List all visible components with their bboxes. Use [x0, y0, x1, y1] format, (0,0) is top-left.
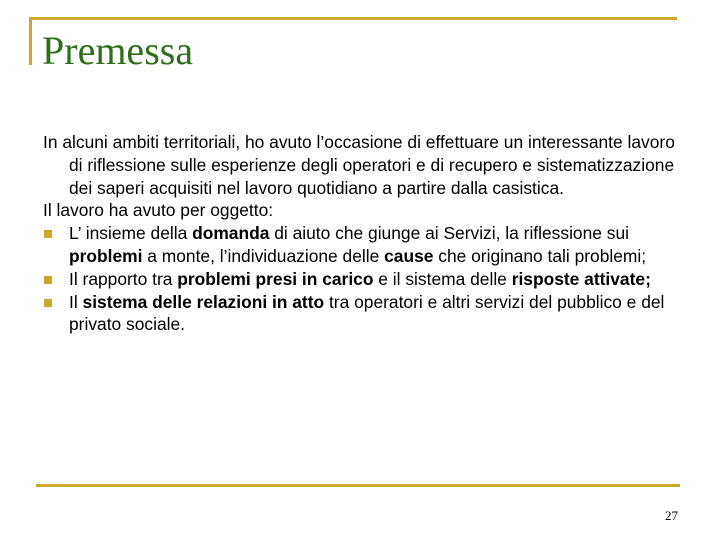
bullet-item-sistema — [43, 291, 683, 337]
bullet-text: che originano tali problemi; — [433, 245, 647, 266]
bullet-bold-text: domanda — [192, 223, 270, 244]
square-bullet-icon — [44, 230, 52, 238]
bullet-text: di aiuto che giunge ai Servizi, la riflessione sui — [269, 223, 630, 244]
object-line: Il lavoro ha avuto per oggetto: — [43, 200, 274, 221]
bullet-text: tra operatori e altri servizi del pubblico e del privato sociale. — [69, 291, 665, 335]
bullet-bold-text: problemi — [69, 245, 143, 266]
square-bullet-icon — [44, 299, 52, 307]
slide-body — [43, 131, 683, 336]
frame-top-rule — [29, 17, 677, 20]
bullet-text: Il — [69, 291, 83, 312]
bullet-bold-text: risposte attivate; — [511, 268, 651, 289]
bullet-bold-text: sistema delle relazioni in atto — [82, 291, 325, 312]
bullet-bold-text: problemi presi in carico — [177, 268, 374, 289]
frame-left-rule — [29, 17, 32, 65]
bullet-text: L’ insieme della — [69, 223, 193, 244]
frame-bottom-rule — [36, 484, 680, 487]
bullet-text: Il rapporto tra — [69, 268, 178, 289]
bullet-item-domanda — [43, 222, 683, 268]
bullet-text: a monte, l’individuazione delle — [142, 245, 385, 266]
intro-paragraph: In alcuni ambiti territoriali, ho avuto l’occasione di effettuare un interessante lavoro di riflessione sulle esperienze degli operatori e di recupero e sistematizzazione dei saperi acquisiti nel lavoro quotidiano a partire dalla casistica. — [43, 132, 675, 198]
bullet-bold-text: cause — [384, 245, 434, 266]
square-bullet-icon — [44, 276, 52, 284]
page-number: 27 — [665, 508, 678, 523]
bullet-text: e il sistema delle — [373, 268, 512, 289]
slide-title: Premessa — [42, 28, 194, 73]
bullet-item-problemi — [43, 268, 683, 291]
